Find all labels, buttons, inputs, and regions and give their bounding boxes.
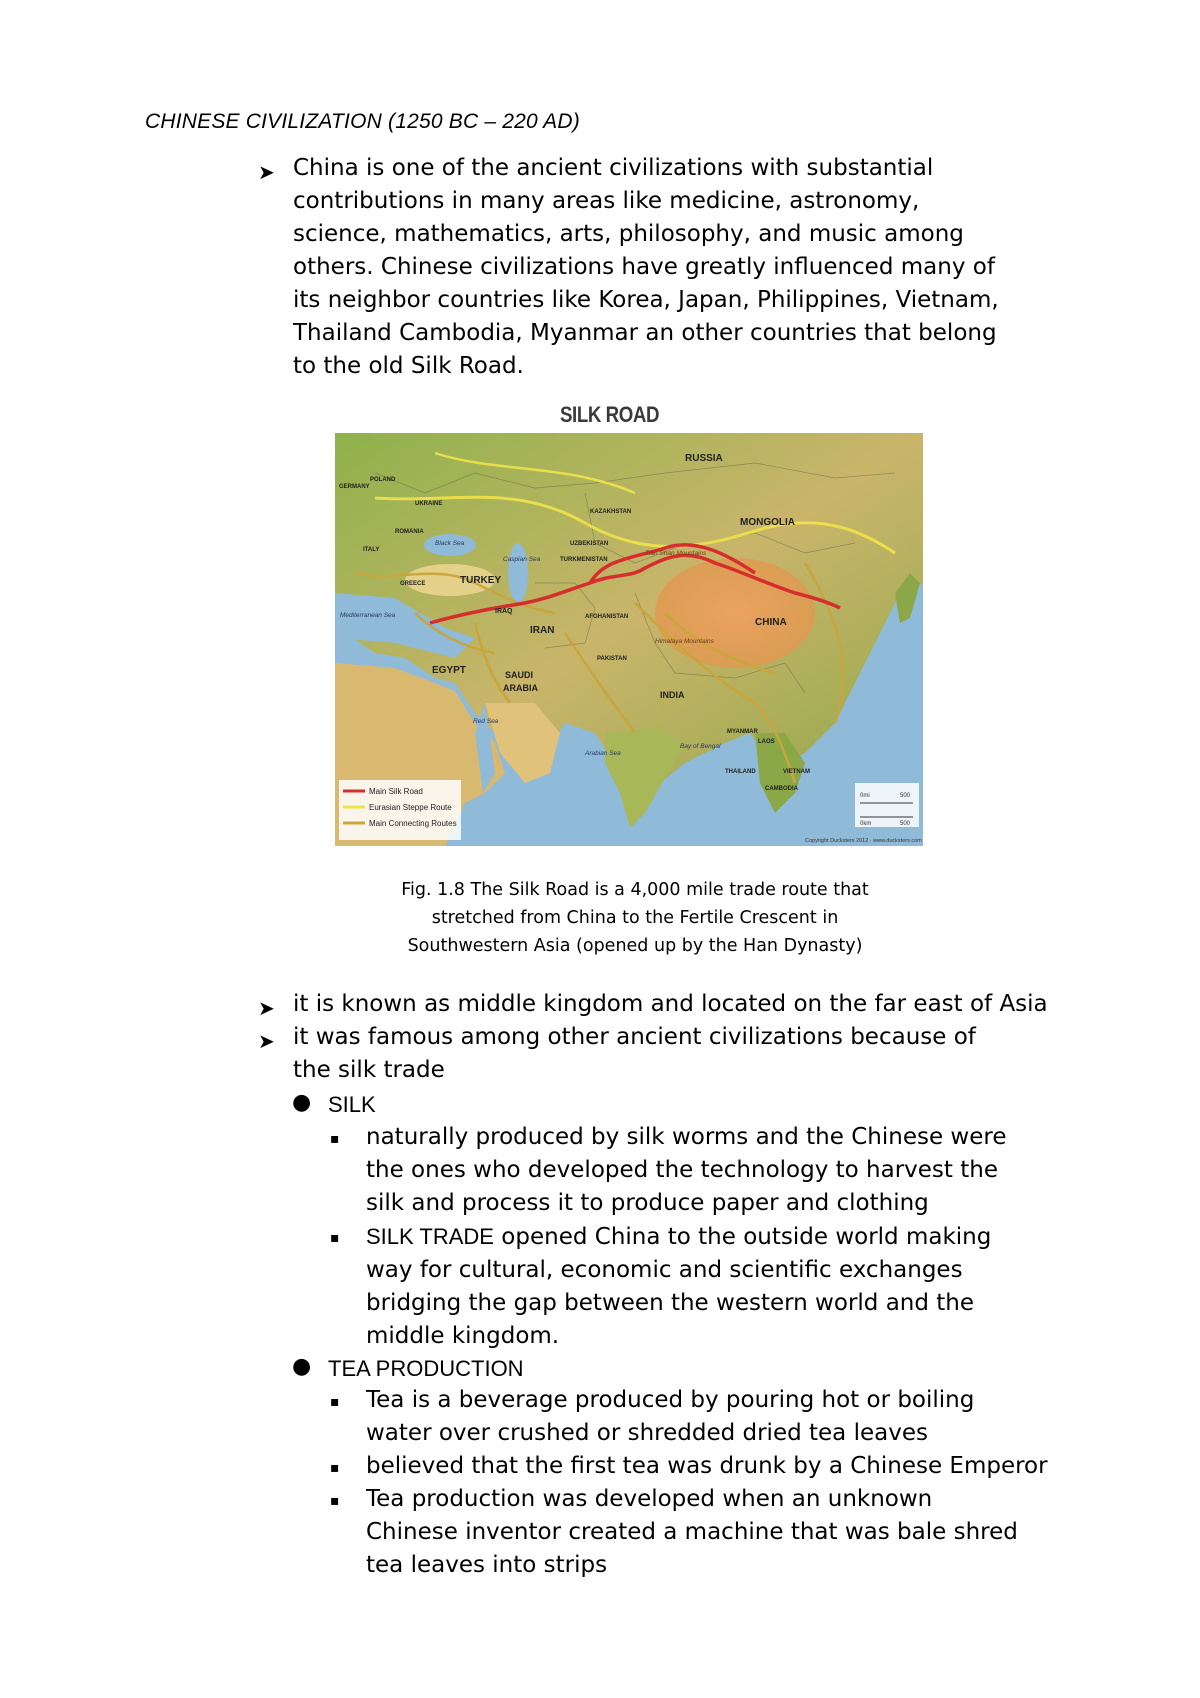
label-romania: ROMANIA [395, 529, 424, 535]
label-myanmar: MYANMAR [727, 729, 758, 735]
intro-line: its neighbor countries like Korea, Japan, Philippines, Vietnam, [293, 287, 999, 313]
silk-item-line: silk and process it to produce paper and clothing [366, 1190, 929, 1216]
square-bullet-icon: ▪ [330, 1460, 340, 1476]
label-cambodia: CAMBODIA [765, 786, 798, 792]
square-bullet-icon: ▪ [330, 1394, 340, 1410]
label-red-sea: Red Sea [473, 718, 499, 725]
label-caspian-sea: Caspian Sea [503, 556, 541, 563]
caption-line: Southwestern Asia (opened up by the Han Dynasty) [407, 936, 863, 956]
tea-heading: TEA PRODUCTION [328, 1356, 524, 1381]
intro-line: contributions in many areas like medicine, astronomy, [293, 188, 920, 214]
label-thailand: THAILAND [725, 769, 756, 775]
arrow-bullet-icon: ➤ [258, 996, 275, 1020]
caption-line: Fig. 1.8 The Silk Road is a 4,000 mile trade route that [401, 880, 869, 900]
intro-line: science, mathematics, arts, philosophy, and music among [293, 221, 964, 247]
label-germany: GERMANY [339, 484, 370, 490]
label-china: CHINA [755, 617, 787, 628]
map-legend [339, 780, 461, 840]
arrow-bullet-icon: ➤ [258, 1029, 275, 1053]
silk-trade-line: bridging the gap between the western world and the [366, 1290, 975, 1316]
silk-trade-label: SILK TRADE [366, 1224, 494, 1249]
tibet-plateau [655, 558, 815, 668]
label-russia: RUSSIA [685, 453, 723, 464]
scale-bottom-value: 500 [900, 821, 911, 827]
label-pakistan: PAKISTAN [597, 656, 627, 662]
intro-paragraph [293, 152, 1067, 383]
label-turkey: TURKEY [460, 575, 502, 586]
round-bullet-icon: ● [292, 1354, 312, 1379]
famous-line: the silk trade [293, 1057, 445, 1083]
label-arabia: ARABIA [503, 683, 538, 693]
label-saudi: SAUDI [505, 670, 534, 680]
silk-trade-line: middle kingdom. [366, 1323, 560, 1349]
intro-line: to the old Silk Road. [293, 353, 524, 379]
label-turkmenistan: TURKMENISTAN [560, 557, 608, 563]
label-poland: POLAND [370, 477, 396, 483]
silk-trade-first-rest: opened China to the outside world making [493, 1224, 992, 1250]
tea-item-emperor: believed that the first tea was drunk by a Chinese Emperor [366, 1453, 1048, 1479]
label-india: INDIA [660, 690, 685, 700]
silk-road-map [335, 433, 923, 846]
silk-trade-first-line [366, 1220, 1067, 1254]
silk-item-line: naturally produced by silk worms and the Chinese were [366, 1124, 1007, 1150]
label-laos: LAOS [758, 739, 775, 745]
label-arabian-sea: Arabian Sea [585, 750, 621, 757]
scale-top-value: 500 [900, 793, 911, 799]
intro-line: China is one of the ancient civilizations with substantial [293, 155, 934, 181]
round-bullet-icon: ● [292, 1090, 312, 1115]
label-kazakhstan: KAZAKHSTAN [590, 509, 632, 515]
bullet-famous [293, 1021, 1067, 1087]
label-italy: ITALY [363, 547, 380, 553]
square-bullet-icon: ▪ [330, 1493, 340, 1509]
square-bullet-icon: ▪ [330, 1230, 340, 1246]
tea-item-line: water over crushed or shredded dried tea leaves [366, 1420, 928, 1446]
label-mongolia: MONGOLIA [740, 517, 795, 528]
arrow-bullet-icon: ➤ [258, 160, 275, 184]
label-himalaya: Himalaya Mountains [655, 638, 714, 645]
bullet-middle-kingdom: it is known as middle kingdom and located on the far east of Asia [293, 991, 1048, 1017]
legend-main-label: Main Silk Road [369, 787, 423, 796]
caspian-sea [508, 543, 528, 603]
silk-item-trade [366, 1220, 1067, 1353]
label-iran: IRAN [530, 625, 555, 636]
tea-machine-line: tea leaves into strips [366, 1552, 608, 1578]
square-bullet-icon: ▪ [330, 1131, 340, 1147]
intro-line: others. Chinese civilizations have greatly influenced many of [293, 254, 995, 280]
label-vietnam: VIETNAM [783, 769, 810, 775]
map-copyright: Copyright Ducksters 2012 · www.ducksters.com [805, 838, 922, 844]
label-bay-of-bengal: Bay of Bengal [680, 743, 721, 750]
intro-line: Thailand Cambodia, Myanmar an other countries that belong [293, 320, 997, 346]
silk-item-line: the ones who developed the technology to harvest the [366, 1157, 998, 1183]
label-uzbekistan: UZBEKISTAN [570, 541, 609, 547]
scale-bottom-unit: 0km [860, 821, 872, 827]
map-title: SILK ROAD [560, 402, 660, 427]
tea-machine-line: Chinese inventor created a machine that was bale shred [366, 1519, 1018, 1545]
famous-line: it was famous among other ancient civilizations because of [293, 1024, 976, 1050]
figure-caption [380, 876, 890, 960]
tea-item-line: Tea is a beverage produced by pouring hot or boiling [366, 1387, 975, 1413]
silk-trade-line: way for cultural, economic and scientific exchanges [366, 1257, 963, 1283]
tea-item-machine [366, 1483, 1067, 1582]
legend-connecting-label: Main Connecting Routes [369, 819, 457, 828]
scale-top-unit: 0mi [860, 793, 870, 799]
page-title: CHINESE CIVILIZATION (1250 BC – 220 AD) [145, 110, 580, 133]
tea-machine-line: Tea production was developed when an unknown [366, 1486, 933, 1512]
label-tian-shan: Tian Shan Mountains [645, 550, 707, 557]
silk-heading: SILK [328, 1092, 376, 1117]
caption-line: stretched from China to the Fertile Crescent in [431, 908, 839, 928]
label-ukraine: UKRAINE [415, 501, 443, 507]
map-scale [855, 783, 919, 827]
label-mediterranean: Mediterranean Sea [340, 612, 396, 619]
label-iraq: IRAQ [495, 608, 513, 615]
silk-item-production [366, 1121, 1067, 1220]
label-afghanistan: AFGHANISTAN [585, 614, 629, 620]
label-greece: GREECE [400, 581, 426, 587]
label-black-sea: Black Sea [435, 540, 465, 547]
tea-item-beverage [366, 1384, 1067, 1450]
label-egypt: EGYPT [432, 665, 466, 676]
legend-steppe-label: Eurasian Steppe Route [369, 803, 452, 812]
